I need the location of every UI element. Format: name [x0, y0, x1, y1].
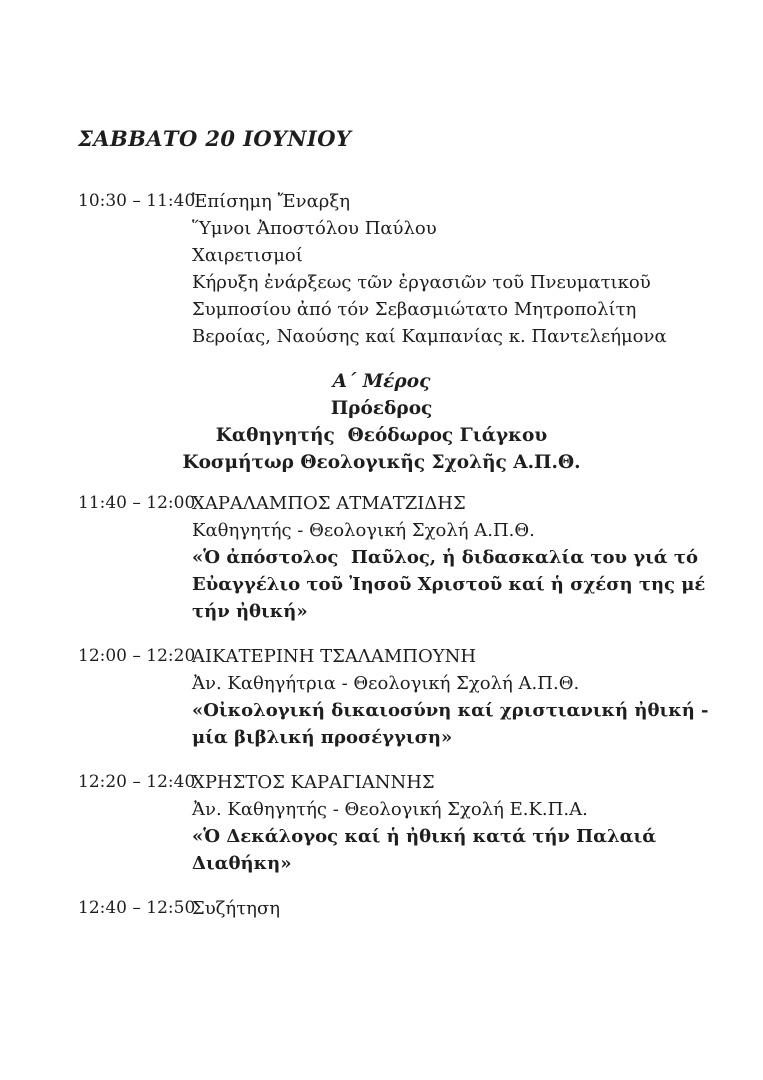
- time-range: 10:30 – 11:40: [78, 191, 196, 211]
- schedule-entry-karagiannis: [78, 769, 720, 877]
- entry-lines: [192, 490, 720, 625]
- schedule-entry-atmatzidis: [78, 490, 720, 625]
- session-chair-name: Καθηγητής Θεόδωρος Γιάγκου: [215, 425, 548, 446]
- entry-lines: [192, 895, 720, 922]
- paper-title-line: «Ὁ ἀπόστολος Παῦλος, ἡ διδασκαλία του γιά τό: [192, 547, 699, 568]
- speaker-name: ΧΑΡΑΛΑΜΠΟΣ ΑΤΜΑΤΖΙΔΗΣ: [192, 493, 466, 514]
- paper-title-line: μία βιβλική προσέγγιση»: [192, 727, 453, 748]
- time-range: 11:40 – 12:00: [78, 493, 196, 513]
- event-line: Συμποσίου ἀπό τόν Σεβασμιώτατο Μητροπολίτη: [192, 299, 637, 320]
- entry-lines: [192, 643, 720, 751]
- event-line: Ἐπίσημη Ἔναρξη: [192, 191, 351, 212]
- schedule-entry-discussion: [78, 895, 720, 922]
- speaker-name: ΧΡΗΣΤΟΣ ΚΑΡΑΓΙΑΝΝΗΣ: [192, 772, 435, 793]
- page-title: ΣΑΒΒΑΤΟ 20 ΙΟΥΝΙΟΥ: [78, 126, 352, 151]
- event-line: Χαιρετισμοί: [192, 245, 303, 266]
- time-range: 12:00 – 12:20: [78, 646, 196, 666]
- entry-lines: [192, 188, 720, 350]
- session-chair-affiliation: Κοσμήτωρ Θεολογικῆς Σχολῆς Α.Π.Θ.: [182, 452, 581, 473]
- paper-title-line: «Οἰκολογική δικαιοσύνη καί χριστιανική ἠθική -: [192, 700, 709, 721]
- event-line: Ὕμνοι Ἀποστόλου Παύλου: [192, 218, 437, 239]
- speaker-affiliation: Ἀν. Καθηγήτρια - Θεολογική Σχολή Α.Π.Θ.: [192, 673, 580, 694]
- event-line: Συζήτηση: [192, 898, 281, 919]
- schedule-entry-tsalampouni: [78, 643, 720, 751]
- session-part-title: Α΄ Μέρος: [332, 371, 431, 392]
- time-range: 12:20 – 12:40: [78, 772, 196, 792]
- event-line: Βεροίας, Ναούσης καί Καμπανίας κ. Παντελεήμονα: [192, 326, 667, 347]
- speaker-affiliation: Καθηγητής - Θεολογική Σχολή Α.Π.Θ.: [192, 520, 535, 541]
- paper-title-line: «Ὁ Δεκάλογος καί ἡ ἠθική κατά τήν Παλαιά: [192, 826, 657, 847]
- session-header: [0, 368, 763, 476]
- speaker-name: ΑΙΚΑΤΕΡΙΝΗ ΤΣΑΛΑΜΠΟΥΝΗ: [192, 646, 477, 667]
- time-range: 12:40 – 12:50: [78, 898, 196, 918]
- speaker-affiliation: Ἀν. Καθηγητής - Θεολογική Σχολή Ε.Κ.Π.Α.: [192, 799, 588, 820]
- session-chair-role: Πρόεδρος: [330, 398, 433, 419]
- event-line: Κήρυξη ἐνάρξεως τῶν ἐργασιῶν τοῦ Πνευματικοῦ: [192, 272, 651, 293]
- entry-lines: [192, 769, 720, 877]
- paper-title-line: τήν ἠθική»: [192, 601, 308, 622]
- schedule-entry-opening: [78, 188, 720, 350]
- paper-title-line: Εὐαγγέλιο τοῦ Ἰησοῦ Χριστοῦ καί ἡ σχέση της μέ: [192, 574, 706, 595]
- paper-title-line: Διαθήκη»: [192, 853, 292, 874]
